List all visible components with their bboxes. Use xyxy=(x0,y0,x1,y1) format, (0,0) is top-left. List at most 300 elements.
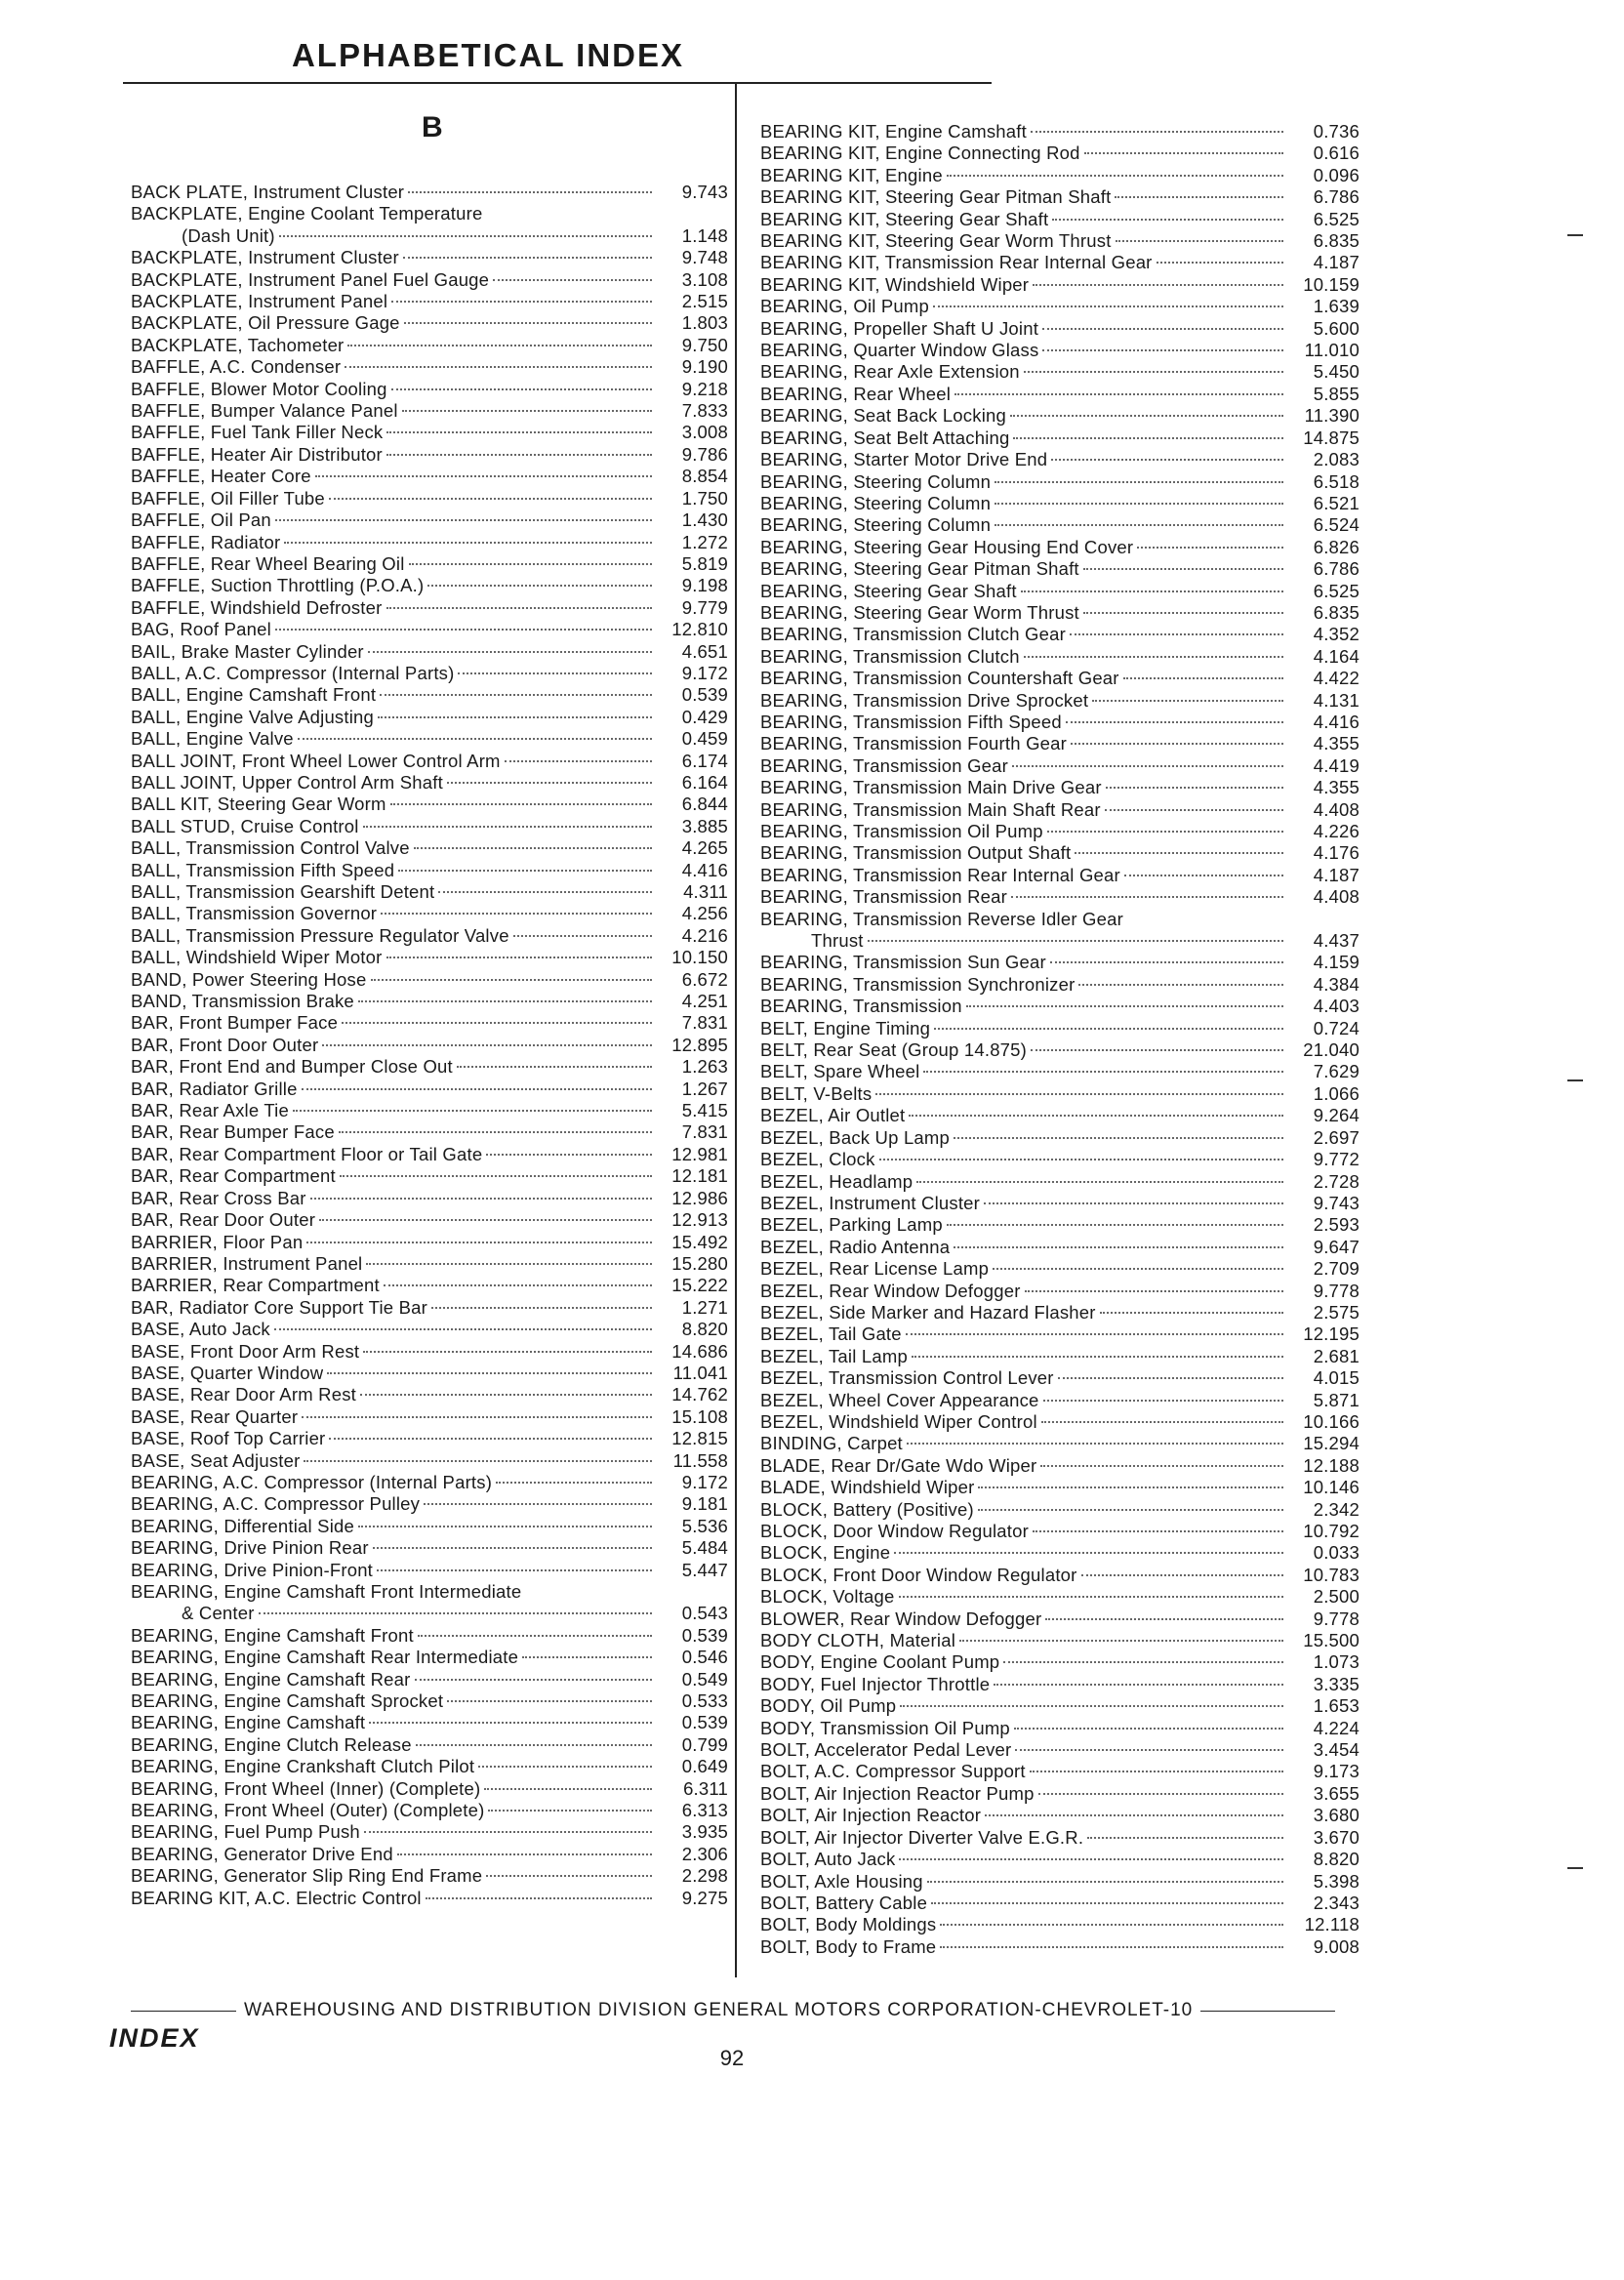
entry-name: BLOCK, Battery (Positive) xyxy=(760,1498,974,1520)
entry-name: BACKPLATE, Oil Pressure Gage xyxy=(131,312,400,334)
index-entry xyxy=(131,1450,728,1472)
entry-page: 10.783 xyxy=(1303,1564,1360,1585)
index-entry xyxy=(760,755,1360,777)
index-entry xyxy=(760,186,1360,208)
dot-leader xyxy=(959,1640,1283,1642)
entry-name: BOLT, Air Injector Diverter Valve E.G.R. xyxy=(760,1826,1084,1848)
entry-page: 0.736 xyxy=(1313,121,1360,142)
dot-leader xyxy=(1066,721,1283,723)
dot-leader xyxy=(358,1526,652,1527)
index-entry xyxy=(131,881,728,903)
entry-name: BOLT, A.C. Compressor Support xyxy=(760,1761,1026,1782)
entry-page: 7.831 xyxy=(681,1012,728,1034)
entry-name: BELT, V-Belts xyxy=(760,1082,873,1104)
entry-page: 0.459 xyxy=(681,728,728,750)
index-entry xyxy=(760,1390,1360,1411)
index-entry xyxy=(131,509,728,531)
entry-page: 8.854 xyxy=(681,466,728,487)
entry-name: BEARING, Engine Camshaft xyxy=(131,1712,366,1733)
dot-leader xyxy=(319,1219,652,1221)
entry-name: BEARING, Transmission Oil Pump xyxy=(760,821,1043,841)
entry-page: 12.810 xyxy=(671,619,728,640)
entry-page: 6.174 xyxy=(681,750,728,771)
dot-leader xyxy=(1115,196,1283,198)
dot-leader xyxy=(1075,852,1283,854)
index-entry xyxy=(131,532,728,553)
dot-leader xyxy=(366,1263,652,1265)
dot-leader xyxy=(1024,656,1283,658)
entry-name: BEARING, Transmission xyxy=(760,996,962,1017)
index-entry xyxy=(131,1625,728,1647)
entry-name: BAFFLE, A.C. Condenser xyxy=(131,356,342,378)
dot-leader xyxy=(381,913,652,915)
index-entry-continuation xyxy=(131,225,728,247)
dot-leader xyxy=(868,940,1283,942)
index-entry xyxy=(760,121,1360,142)
index-entry-continuation xyxy=(131,1603,728,1624)
entry-name: BAFFLE, Radiator xyxy=(131,531,281,552)
entry-page: 12.188 xyxy=(1303,1454,1360,1476)
entry-page: 2.515 xyxy=(681,291,728,312)
entry-name: BEARING KIT, Engine xyxy=(760,164,943,185)
entry-name: BEARING, Starter Motor Drive End xyxy=(760,449,1048,470)
entry-page: 2.500 xyxy=(1313,1586,1360,1608)
index-entry xyxy=(131,1253,728,1275)
entry-page: 14.875 xyxy=(1303,427,1360,448)
index-entry xyxy=(760,646,1360,668)
dot-leader xyxy=(894,1552,1283,1554)
dot-leader xyxy=(427,585,652,587)
dot-leader xyxy=(329,1438,652,1440)
index-entry xyxy=(131,1734,728,1756)
entry-page: 3.680 xyxy=(1313,1805,1360,1826)
dot-leader xyxy=(899,1596,1283,1598)
footer-text: WAREHOUSING AND DISTRIBUTION DIVISION GENERAL MOTORS CORPORATION-CHEVROLET-10 xyxy=(244,2000,1194,2020)
entry-page: 2.681 xyxy=(1313,1345,1360,1366)
entry-page: 12.913 xyxy=(671,1209,728,1231)
entry-name: BAR, Rear Door Outer xyxy=(131,1209,316,1231)
entry-page: 9.748 xyxy=(681,247,728,268)
entry-page: 4.416 xyxy=(681,859,728,880)
entry-page: 5.447 xyxy=(681,1559,728,1580)
entry-name: BOLT, Air Injection Reactor Pump xyxy=(760,1782,1035,1804)
entry-name: BAIL, Brake Master Cylinder xyxy=(131,640,364,662)
entry-page: 9.198 xyxy=(681,575,728,596)
entry-name: BEARING, Engine Camshaft Rear Intermediate xyxy=(131,1647,519,1668)
entry-page: 5.450 xyxy=(1313,361,1360,383)
entry-name: BEARING KIT, Steering Gear Shaft xyxy=(760,208,1049,229)
entry-page: 9.750 xyxy=(681,334,728,355)
entry-page: 0.096 xyxy=(1313,164,1360,185)
entry-name: BEARING, Rear Wheel xyxy=(760,383,952,404)
entry-page: 9.743 xyxy=(1313,1192,1360,1213)
index-entry xyxy=(760,209,1360,230)
index-entry xyxy=(131,553,728,575)
dot-leader xyxy=(1015,1749,1283,1751)
dot-leader xyxy=(415,1679,653,1681)
index-entry xyxy=(760,886,1360,908)
entry-name: BALL, Transmission Control Valve xyxy=(131,837,410,859)
entry-page: 12.195 xyxy=(1303,1323,1360,1345)
index-entry xyxy=(760,1674,1360,1695)
index-entry xyxy=(760,974,1360,996)
entry-page: 1.066 xyxy=(1313,1082,1360,1104)
dot-leader xyxy=(947,175,1283,177)
entry-page: 6.525 xyxy=(1313,580,1360,601)
dot-leader xyxy=(293,1110,652,1112)
index-entry xyxy=(760,1499,1360,1521)
entry-page: 0.546 xyxy=(681,1647,728,1668)
entry-page: 0.539 xyxy=(681,684,728,706)
dot-leader xyxy=(1051,459,1283,461)
entry-page: 3.454 xyxy=(1313,1739,1360,1761)
index-entry xyxy=(131,663,728,684)
index-entry xyxy=(131,488,728,509)
entry-name: BACKPLATE, Instrument Panel xyxy=(131,291,388,312)
entry-page: 3.885 xyxy=(681,815,728,836)
dot-leader xyxy=(995,481,1283,483)
dot-leader xyxy=(339,1131,652,1133)
index-entry xyxy=(760,1346,1360,1367)
entry-name: (Dash Unit) xyxy=(182,224,275,246)
dot-leader xyxy=(274,1328,652,1330)
entry-name: BEARING, Transmission Clutch xyxy=(760,645,1020,667)
margin-mark xyxy=(1567,1079,1583,1081)
index-entry xyxy=(131,619,728,640)
index-entry xyxy=(131,466,728,487)
entry-name: BACKPLATE, Tachometer xyxy=(131,334,345,355)
dot-leader xyxy=(484,1788,652,1790)
entry-name: BEARING, Fuel Pump Push xyxy=(131,1821,360,1843)
index-entry xyxy=(131,291,728,312)
entry-name: BEZEL, Tail Gate xyxy=(760,1323,902,1345)
entry-page: 4.384 xyxy=(1313,973,1360,995)
entry-name: BOLT, Auto Jack xyxy=(760,1849,896,1870)
index-entry xyxy=(131,1537,728,1559)
entry-page: 2.575 xyxy=(1313,1301,1360,1323)
entry-page: 0.539 xyxy=(681,1624,728,1646)
entry-page: 9.190 xyxy=(681,356,728,378)
entry-name: BAR, Front Door Outer xyxy=(131,1034,319,1055)
index-entry xyxy=(760,1193,1360,1214)
entry-page: 15.222 xyxy=(671,1275,728,1296)
entry-name: BEZEL, Rear Window Defogger xyxy=(760,1280,1021,1301)
index-entry xyxy=(760,799,1360,821)
index-entry xyxy=(131,969,728,991)
dot-leader xyxy=(1025,1290,1283,1292)
index-entry xyxy=(760,1827,1360,1849)
entry-page: 7.833 xyxy=(681,400,728,422)
dot-leader xyxy=(403,257,652,259)
entry-page: 6.313 xyxy=(681,1800,728,1821)
entry-name: BEARING KIT, Engine Camshaft xyxy=(760,121,1027,142)
entry-name: BEZEL, Tail Lamp xyxy=(760,1345,908,1366)
entry-page: 4.311 xyxy=(683,881,728,902)
entry-page: 2.709 xyxy=(1313,1258,1360,1280)
entry-name: BEARING, Engine Clutch Release xyxy=(131,1733,412,1755)
entry-page: 4.651 xyxy=(681,640,728,662)
entry-name: BEZEL, Windshield Wiper Control xyxy=(760,1410,1037,1432)
dot-leader xyxy=(1137,547,1283,549)
entry-name: BOLT, Battery Cable xyxy=(760,1892,928,1913)
index-entry xyxy=(760,733,1360,754)
dot-leader xyxy=(345,366,652,368)
entry-page: 2.593 xyxy=(1313,1214,1360,1236)
entry-page: 5.819 xyxy=(681,552,728,574)
index-entry xyxy=(131,837,728,859)
index-entry xyxy=(760,318,1360,340)
entry-name: BLOCK, Door Window Regulator xyxy=(760,1521,1029,1541)
index-entry xyxy=(131,1516,728,1537)
index-entry xyxy=(760,1171,1360,1193)
dot-leader xyxy=(371,979,653,981)
entry-name: BLOCK, Front Door Window Regulator xyxy=(760,1564,1077,1585)
dot-leader xyxy=(994,1684,1283,1686)
dot-leader xyxy=(1040,1465,1283,1467)
entry-name: BAR, Rear Bumper Face xyxy=(131,1121,335,1143)
entry-name: BEARING, Oil Pump xyxy=(760,296,930,317)
entry-name: BELT, Spare Wheel xyxy=(760,1061,920,1082)
index-entry xyxy=(760,842,1360,864)
dot-leader xyxy=(984,1202,1283,1204)
dot-leader xyxy=(1031,131,1283,133)
index-entry xyxy=(760,1323,1360,1345)
index-entry xyxy=(760,624,1360,645)
entry-page: 12.815 xyxy=(671,1428,728,1449)
entry-page: 7.831 xyxy=(681,1121,728,1143)
entry-page: 9.772 xyxy=(1313,1149,1360,1170)
index-entry xyxy=(760,1871,1360,1893)
index-entry xyxy=(131,1079,728,1100)
entry-name: BLOCK, Voltage xyxy=(760,1586,895,1608)
dot-leader xyxy=(302,1416,652,1418)
entry-name: BAND, Transmission Brake xyxy=(131,991,354,1012)
index-entry xyxy=(131,794,728,815)
entry-name: BAR, Rear Compartment xyxy=(131,1165,336,1187)
dot-leader xyxy=(373,1547,652,1549)
entry-page: 4.176 xyxy=(1313,842,1360,864)
index-entry xyxy=(760,1258,1360,1280)
dot-leader xyxy=(879,1159,1283,1160)
entry-name: BALL, Engine Valve xyxy=(131,728,294,750)
entry-name: BEZEL, Rear License Lamp xyxy=(760,1258,990,1280)
entry-page: 9.779 xyxy=(681,596,728,618)
index-entry xyxy=(131,860,728,881)
dot-leader xyxy=(912,1356,1283,1358)
index-entry xyxy=(760,1521,1360,1542)
index-entry xyxy=(760,471,1360,493)
index-entry xyxy=(760,909,1360,930)
index-entry xyxy=(760,1849,1360,1870)
dot-leader xyxy=(1084,152,1283,154)
dot-leader xyxy=(1092,700,1283,702)
entry-name: BACK PLATE, Instrument Cluster xyxy=(131,182,405,202)
entry-page: 2.298 xyxy=(681,1865,728,1887)
dot-leader xyxy=(402,410,652,412)
entry-name: BEARING, Transmission Drive Sprocket xyxy=(760,689,1089,711)
entry-page: 12.986 xyxy=(671,1187,728,1208)
dot-leader xyxy=(478,1766,652,1768)
dot-leader xyxy=(1087,1837,1283,1839)
index-entry xyxy=(131,816,728,837)
entry-page: 2.697 xyxy=(1313,1126,1360,1148)
dot-leader xyxy=(438,891,652,893)
entry-page: 4.403 xyxy=(1313,996,1360,1017)
entry-page: 9.008 xyxy=(1313,1935,1360,1957)
dot-leader xyxy=(408,191,652,193)
index-entry xyxy=(131,1100,728,1121)
dot-leader xyxy=(496,1482,652,1484)
entry-name: BAND, Power Steering Hose xyxy=(131,968,367,990)
dot-leader xyxy=(347,345,652,346)
dot-leader xyxy=(358,1000,652,1002)
entry-name: BEARING, Transmission Fourth Gear xyxy=(760,733,1067,754)
dot-leader xyxy=(275,629,652,631)
dot-leader xyxy=(416,1744,652,1746)
entry-page: 7.629 xyxy=(1313,1061,1360,1082)
dot-leader xyxy=(493,279,652,281)
entry-name: BAFFLE, Windshield Defroster xyxy=(131,596,383,618)
section-name: INDEX xyxy=(109,2023,200,2053)
dot-leader xyxy=(1123,677,1283,679)
dot-leader xyxy=(1083,612,1283,614)
entry-name: BASE, Quarter Window xyxy=(131,1362,324,1383)
entry-name: BEZEL, Clock xyxy=(760,1149,875,1170)
dot-leader xyxy=(391,388,652,390)
entry-page: 0.649 xyxy=(681,1756,728,1777)
entry-page: 4.216 xyxy=(681,924,728,946)
dot-leader xyxy=(933,305,1283,307)
dot-leader xyxy=(369,1722,652,1724)
entry-name: BEARING KIT, Engine Connecting Rod xyxy=(760,142,1080,164)
index-entry xyxy=(131,1232,728,1253)
index-entry xyxy=(131,1756,728,1777)
entry-name: BAR, Front Bumper Face xyxy=(131,1012,339,1034)
dot-leader xyxy=(1033,284,1283,286)
entry-page: 8.820 xyxy=(681,1319,728,1340)
entry-page: 4.187 xyxy=(1313,864,1360,885)
entry-page: 10.792 xyxy=(1303,1521,1360,1541)
index-entry xyxy=(131,1188,728,1209)
entry-name: BALL JOINT, Upper Control Arm Shaft xyxy=(131,771,443,793)
dot-leader xyxy=(1081,1574,1283,1576)
entry-page: 5.415 xyxy=(681,1100,728,1121)
index-entry xyxy=(760,1083,1360,1105)
index-entry xyxy=(760,1039,1360,1061)
dot-leader xyxy=(522,1656,652,1658)
entry-page: 14.762 xyxy=(671,1384,728,1405)
index-entry xyxy=(131,422,728,443)
entry-name: BAFFLE, Bumper Valance Panel xyxy=(131,400,398,422)
index-entry xyxy=(760,1542,1360,1564)
index-entry xyxy=(760,1718,1360,1739)
dot-leader xyxy=(431,1307,652,1309)
dot-leader xyxy=(327,1372,652,1374)
entry-page: 1.430 xyxy=(681,509,728,531)
entry-name: BAFFLE, Heater Core xyxy=(131,466,311,487)
dot-leader xyxy=(386,957,653,958)
entry-page: 0.549 xyxy=(681,1668,728,1690)
entry-page: 4.265 xyxy=(681,837,728,859)
entry-page: 6.521 xyxy=(1313,492,1360,513)
entry-name: BEZEL, Air Outlet xyxy=(760,1105,906,1126)
entry-name: BEARING, Transmission Output Shaft xyxy=(760,842,1072,864)
index-entry xyxy=(131,751,728,772)
entry-page: 4.352 xyxy=(1313,624,1360,645)
entry-name: BASE, Seat Adjuster xyxy=(131,1449,301,1471)
footer xyxy=(123,2000,1343,2021)
dot-leader xyxy=(306,1242,652,1243)
entry-name: BEZEL, Wheel Cover Appearance xyxy=(760,1389,1039,1410)
index-entry xyxy=(131,400,728,422)
entry-name: BEZEL, Parking Lamp xyxy=(760,1214,943,1236)
entry-name: BAFFLE, Rear Wheel Bearing Oil xyxy=(131,552,405,574)
entry-page: 11.558 xyxy=(672,1449,728,1471)
index-entry xyxy=(131,1406,728,1428)
index-entry xyxy=(760,1695,1360,1717)
entry-name: BALL KIT, Steering Gear Worm xyxy=(131,794,386,815)
entry-name: BALL, Transmission Governor xyxy=(131,903,378,924)
entry-page: 9.275 xyxy=(681,1887,728,1908)
entry-page: 6.518 xyxy=(1313,470,1360,492)
entry-name: BAR, Radiator Core Support Tie Bar xyxy=(131,1296,427,1318)
entry-name: BEARING, Steering Column xyxy=(760,514,992,536)
dot-leader xyxy=(966,1005,1283,1007)
entry-page: 3.108 xyxy=(681,268,728,290)
entry-name: BEARING, A.C. Compressor (Internal Parts) xyxy=(131,1471,493,1492)
index-entry xyxy=(760,1302,1360,1323)
entry-name: BALL STUD, Cruise Control xyxy=(131,815,359,836)
entry-name: BODY, Fuel Injector Throttle xyxy=(760,1673,991,1694)
dot-leader xyxy=(1033,1530,1283,1532)
entry-page: 6.672 xyxy=(681,968,728,990)
dot-leader xyxy=(1042,328,1283,330)
entry-name: BELT, Engine Timing xyxy=(760,1017,931,1038)
dot-leader xyxy=(947,1224,1283,1226)
entry-name: BARRIER, Floor Pan xyxy=(131,1231,304,1252)
entry-page: 6.786 xyxy=(1313,558,1360,580)
dot-leader xyxy=(398,870,652,872)
entry-name: BAR, Radiator Grille xyxy=(131,1078,298,1099)
entry-page: 1.267 xyxy=(681,1078,728,1099)
footer-rule xyxy=(1200,2011,1335,2012)
index-entry xyxy=(131,269,728,291)
entry-name: BEZEL, Transmission Control Lever xyxy=(760,1367,1054,1389)
entry-name: BOLT, Accelerator Pedal Lever xyxy=(760,1739,1012,1761)
index-entry xyxy=(131,1319,728,1340)
dot-leader xyxy=(513,935,652,937)
entry-name: BACKPLATE, Instrument Panel Fuel Gauge xyxy=(131,268,490,290)
index-entry xyxy=(131,1012,728,1034)
index-column-left xyxy=(131,182,728,1909)
index-entry xyxy=(760,558,1360,580)
index-entry xyxy=(131,575,728,596)
index-entry xyxy=(760,493,1360,514)
dot-leader xyxy=(954,393,1283,395)
entry-name: BLADE, Rear Dr/Gate Wdo Wiper xyxy=(760,1454,1037,1476)
dot-leader xyxy=(978,1509,1283,1511)
entry-name: BASE, Rear Door Arm Rest xyxy=(131,1384,356,1405)
entry-page: 0.724 xyxy=(1313,1017,1360,1038)
index-entry xyxy=(131,597,728,619)
entry-name: BEARING, A.C. Compressor Pulley xyxy=(131,1493,421,1515)
index-entry xyxy=(131,1384,728,1405)
entry-page: 1.271 xyxy=(681,1296,728,1318)
entry-page: 4.408 xyxy=(1313,886,1360,908)
entry-page: 3.008 xyxy=(681,422,728,443)
index-entry xyxy=(760,1127,1360,1149)
entry-name: BAFFLE, Oil Pan xyxy=(131,509,271,531)
